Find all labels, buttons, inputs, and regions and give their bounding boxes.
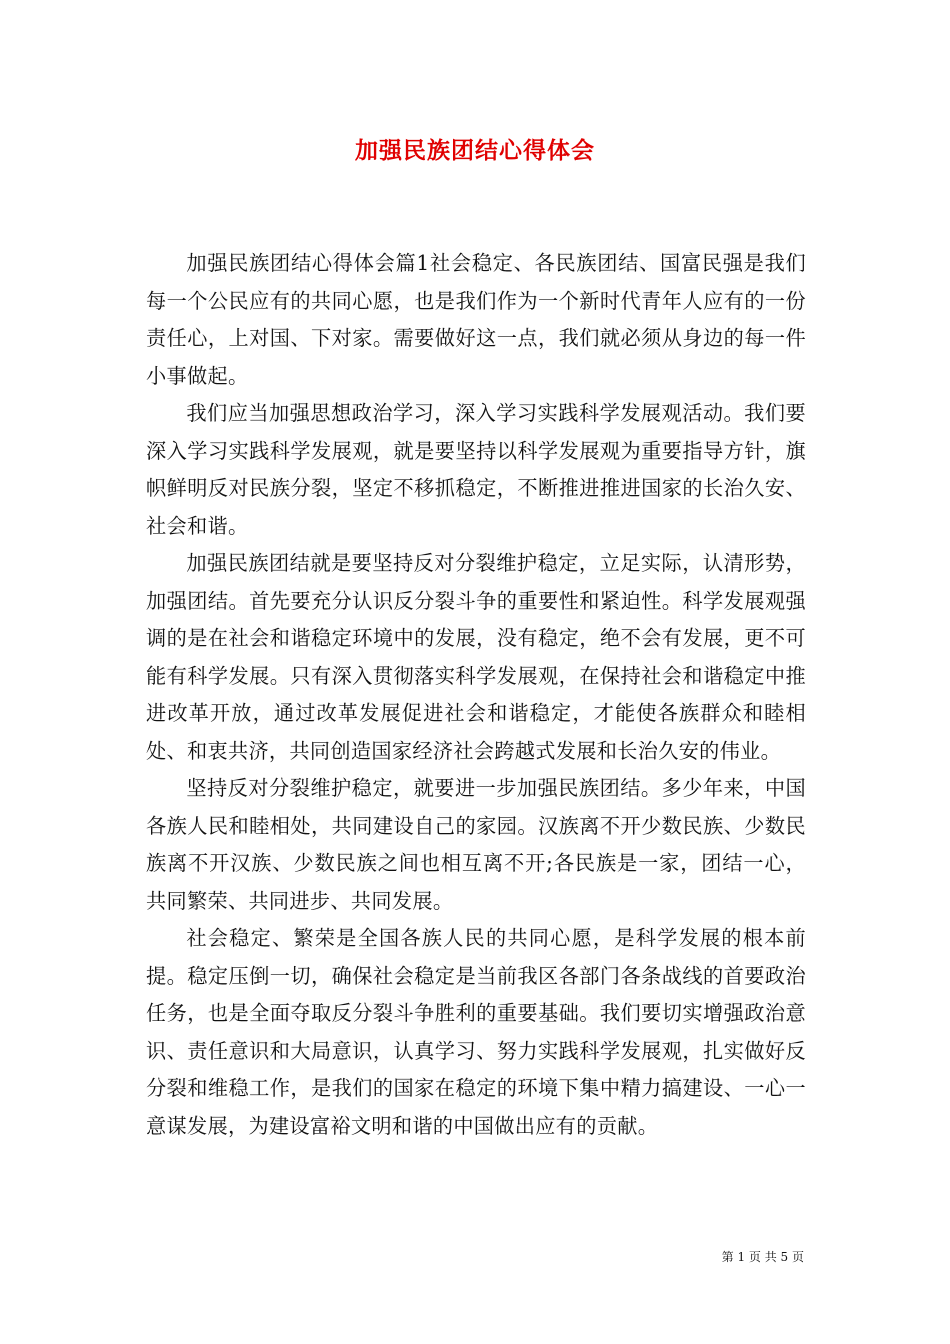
document-body <box>146 245 806 1145</box>
paragraph-5: 社会稳定、繁荣是全国各族人民的共同心愿，是科学发展的根本前提。稳定压倒一切，确保社会稳定是当前我区各部门各条战线的首要政治任务，也是全面夺取反分裂斗争胜利的重要基础。我们要切实增强政治意识、责任意识和大局意识，认真学习、努力实践科学发展观，扎实做好反分裂和维稳工作，是我们的国家在稳定的环境下集中精力搞建设、一心一意谋发展，为建设富裕文明和谐的中国做出应有的贡献。 <box>146 926 806 1138</box>
paragraph-2: 我们应当加强思想政治学习，深入学习实践科学发展观活动。我们要深入学习实践科学发展观，就是要坚持以科学发展观为重要指导方针，旗帜鲜明反对民族分裂，坚定不移抓稳定，不断推进推进国家的长治久安、社会和谐。 <box>146 401 806 538</box>
paragraph-3: 加强民族团结就是要坚持反对分裂维护稳定，立足实际，认清形势，加强团结。首先要充分认识反分裂斗争的重要性和紧迫性。科学发展观强调的是在社会和谐稳定环境中的发展，没有稳定，绝不会有发展，更不可能有科学发展。只有深入贯彻落实科学发展观，在保持社会和谐稳定中推进改革开放，通过改革发展促进社会和谐稳定，才能使各族群众和睦相处、和衷共济，共同创造国家经济社会跨越式发展和长治久安的伟业。 <box>146 551 806 763</box>
page-number-footer: 第 1 页 共 5 页 <box>721 1250 804 1264</box>
paragraph-4: 坚持反对分裂维护稳定，就要进一步加强民族团结。多少年来，中国各族人民和睦相处，共同建设自己的家园。汉族离不开少数民族、少数民族离不开汉族、少数民族之间也相互离不开;各民族是一家，团结一心，共同繁荣、共同进步、共同发展。 <box>146 776 806 913</box>
document-title: 加强民族团结心得体会 <box>355 137 595 164</box>
paragraph-1: 加强民族团结心得体会篇1社会稳定、各民族团结、国富民强是我们每一个公民应有的共同心愿，也是我们作为一个新时代青年人应有的一份责任心，上对国、下对家。需要做好这一点，我们就必须从身边的每一件小事做起。 <box>146 251 806 388</box>
